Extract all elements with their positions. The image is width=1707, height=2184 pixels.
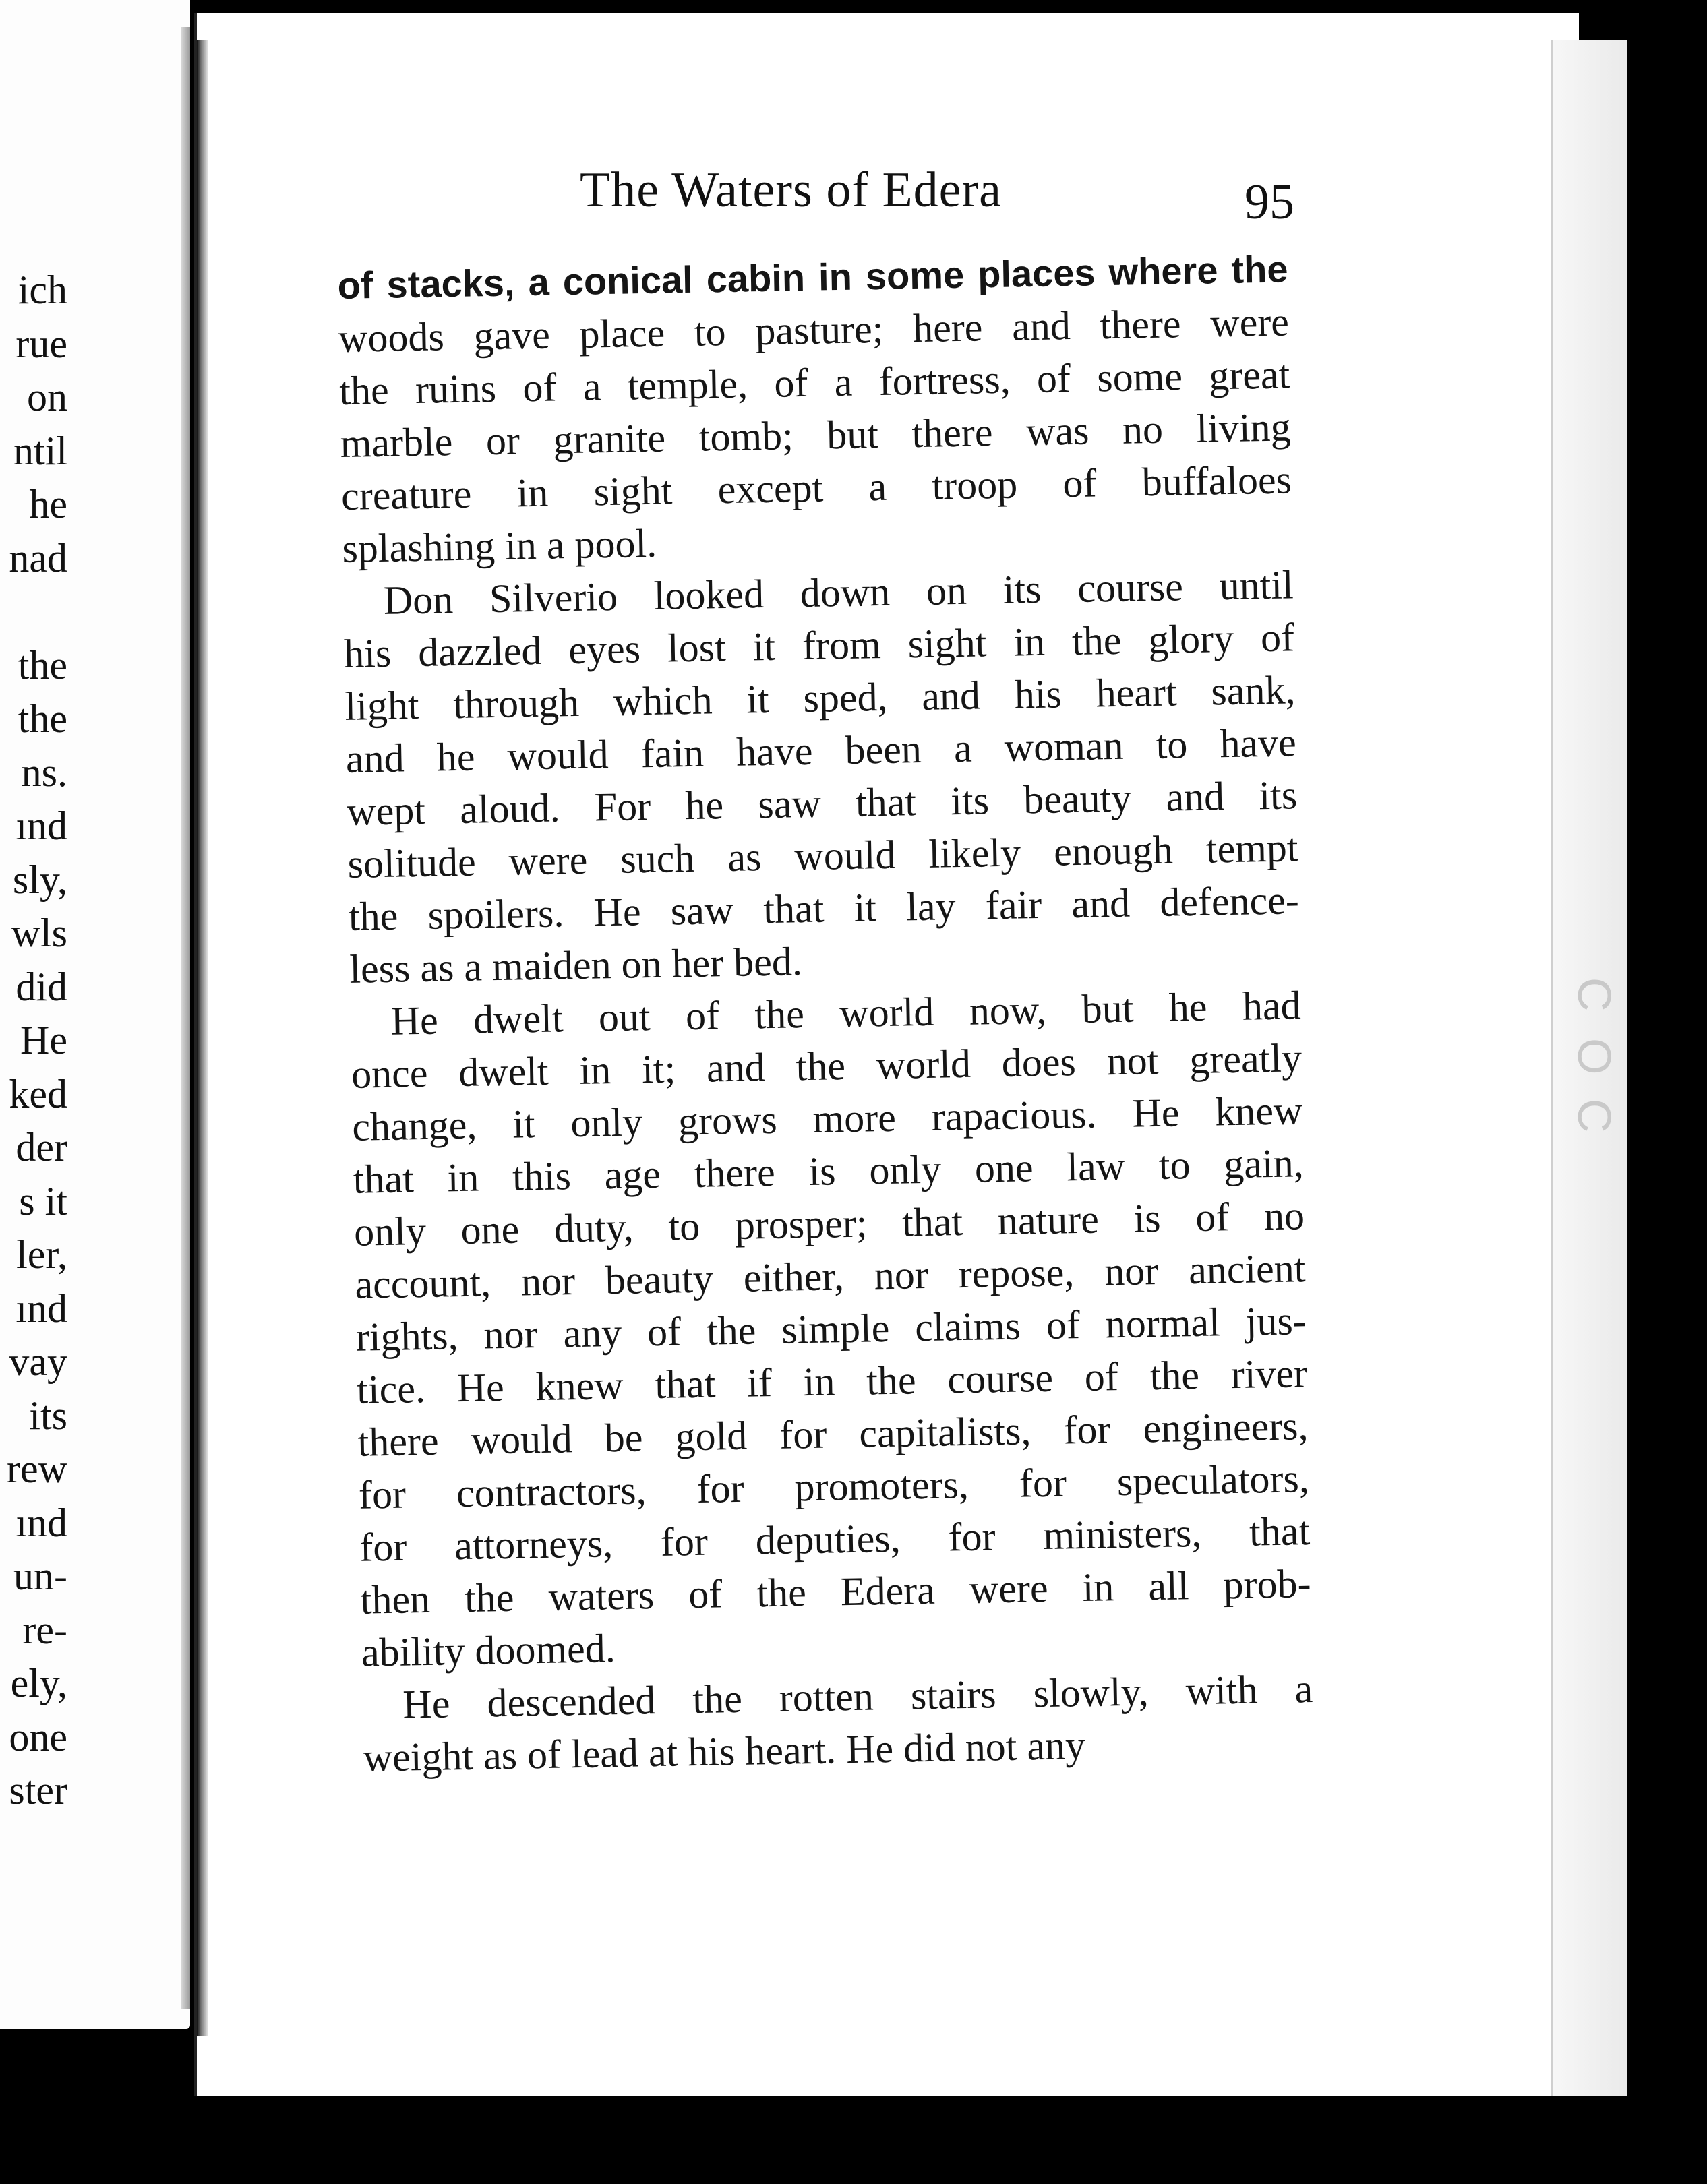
text-line: creature in sight except a troop of buffaloes <box>340 457 1292 518</box>
left-page-fragment: ınd <box>16 1500 67 1545</box>
text-line: the spoilers. He saw that it lay fair and defence- <box>348 878 1300 939</box>
edge-mark: O <box>1568 1038 1621 1075</box>
running-title: The Waters of Edera <box>580 162 1002 218</box>
paragraph <box>350 979 1312 1678</box>
left-page-fragment: ler, <box>16 1232 67 1277</box>
edge-mark: C <box>1568 1099 1621 1133</box>
left-page-fragment: the <box>18 642 67 688</box>
left-page-fragment: ns. <box>21 750 67 795</box>
left-page-fragment: did <box>16 964 67 1009</box>
text-line: weight as of lead at his heart. He did not any <box>363 1722 1086 1780</box>
left-page-fragment: re- <box>22 1607 67 1652</box>
left-page-fragment: he <box>29 482 67 526</box>
text-line: that in this age there is only one law to gain, <box>353 1141 1305 1202</box>
left-page-fragment: ely, <box>10 1661 67 1705</box>
text-line: light through which it sped, and his heart sank, <box>344 667 1296 729</box>
paragraph <box>342 558 1300 996</box>
text-line: less as a maiden on her bed. <box>349 939 803 992</box>
paragraph <box>337 243 1293 575</box>
left-page-fragment: its <box>29 1393 67 1438</box>
text-line: of stacks, a conical cabin in some places where the <box>337 247 1289 307</box>
left-page-fragment: ınd <box>16 1285 67 1331</box>
text-line: Don Silverio looked down on its course until <box>383 562 1294 623</box>
text-line: marble or granite tomb; but there was no living <box>340 404 1292 466</box>
text-line: only one duty, to prosper; that nature is of no <box>353 1193 1305 1254</box>
left-page-fragment: ntil <box>13 428 67 473</box>
page-spine-shadow <box>197 40 208 2036</box>
left-page-fragment: ster <box>9 1768 67 1813</box>
left-page-fragment: s it <box>19 1178 67 1223</box>
paragraph <box>362 1662 1315 1784</box>
left-page-fragment: sly, <box>12 857 67 902</box>
left-page-fragment: one <box>9 1714 67 1759</box>
text-line: there would be gold for capitalists, for engineers, <box>357 1403 1309 1465</box>
text-line: tice. He knew that if in the course of the river <box>356 1351 1308 1412</box>
page-number: 95 <box>1245 175 1294 230</box>
edge-mark: C <box>1568 977 1621 1012</box>
text-line: He dwelt out of the world now, but he had <box>390 983 1302 1043</box>
left-page-fragment: rew <box>7 1447 67 1491</box>
body-text <box>337 243 1314 1784</box>
text-line: wept aloud. For he saw that its beauty and its <box>346 772 1298 834</box>
text-line: the ruins of a temple, of a fortress, of some great <box>338 352 1290 413</box>
text-line: He descended the rotten stairs slowly, with a <box>402 1666 1313 1727</box>
left-page-fragment: wls <box>11 911 67 955</box>
text-line: and he would fain have been a woman to have <box>345 720 1297 781</box>
text-line: once dwelt in it; and the world does not greatly <box>351 1035 1302 1097</box>
left-page-fragment: ich <box>18 268 67 312</box>
left-page-fragment: der <box>16 1125 67 1170</box>
text-line: then the waters of the Edera were in all prob- <box>360 1561 1312 1622</box>
edge-marks <box>1568 964 1621 1146</box>
text-line: account, nor beauty either, nor repose, nor ancient <box>354 1246 1306 1307</box>
text-line: solitude were such as would likely enough tempt <box>347 825 1299 886</box>
left-page-fragment: nad <box>9 535 67 580</box>
left-page-fragment: vay <box>9 1339 67 1384</box>
text-line: for attorneys, for deputies, for ministers, that <box>359 1509 1311 1570</box>
running-head <box>337 162 1294 230</box>
text-line: rights, nor any of the simple claims of normal jus- <box>355 1298 1307 1360</box>
text-line: for contractors, for promoters, for speculators, <box>358 1456 1310 1517</box>
text-line: woods gave place to pasture; here and there were <box>338 299 1290 361</box>
left-facing-page <box>0 0 190 2029</box>
left-page-fragment: un- <box>13 1554 67 1598</box>
left-page-fragment: ked <box>9 1071 67 1116</box>
text-line: change, it only grows more rapacious. He knew <box>351 1088 1303 1149</box>
left-page-fragment: the <box>18 696 67 741</box>
text-line: ability doomed. <box>361 1626 616 1675</box>
text-line: his dazzled eyes lost it from sight in the glory of <box>343 615 1295 676</box>
left-page-fragment: rue <box>16 321 67 366</box>
book-gutter <box>181 27 190 2009</box>
text-line: splashing in a pool. <box>341 520 657 571</box>
left-page-fragment: He <box>20 1018 67 1062</box>
left-page-fragment: on <box>27 375 67 419</box>
left-page-fragment: ınd <box>16 803 67 848</box>
